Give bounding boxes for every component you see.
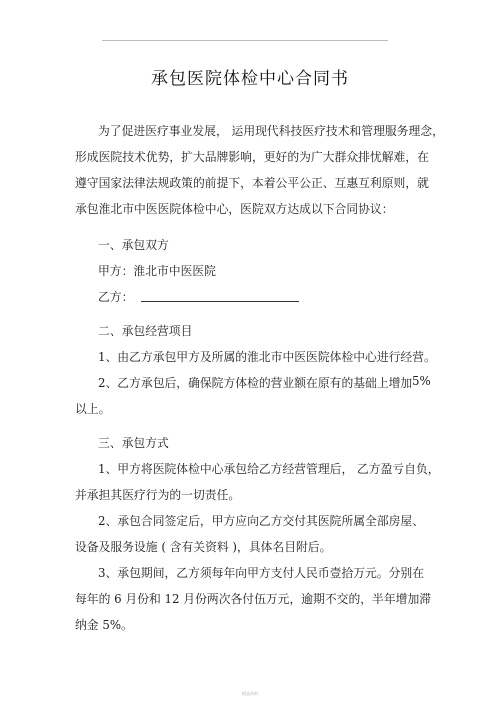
party-b-label: 乙方： — [98, 290, 134, 304]
party-b — [98, 288, 299, 305]
party-a: 甲方：淮北市中医医院 — [98, 264, 216, 278]
section-3-item-2-line-2: 设备及服务设施 ( 含有关资料 )，具体名目附后。 — [75, 540, 332, 554]
intro-line-4: 承包淮北市中医医院体检中心，医院双方达成以下合同协议： — [75, 202, 394, 216]
header-rule — [102, 40, 388, 41]
section-3-item-3-line-3: 纳金 5%。 — [75, 618, 133, 632]
section-2-item-2-line-2: 以上。 — [75, 402, 111, 416]
party-b-blank — [141, 291, 299, 302]
document-title: 承包医院体检中心合同书 — [151, 69, 349, 89]
intro-line-1: 为了促进医疗事业发展， 运用现代科技医疗技术和管理服务理念， — [98, 124, 444, 138]
section-2-item-2-line-1: 2、乙方承包后，确保院方体检的营业额在原有的基础上增加 — [98, 376, 413, 390]
section-1-heading: 一、承包双方 — [98, 238, 169, 252]
page-footer: 精品资料 — [242, 691, 258, 696]
section-2-item-2-percent: 5% — [412, 374, 431, 388]
section-3-item-1-line-1: 1、甲方将医院体检中心承包给乙方经营管理后， 乙方盈亏自负， — [98, 462, 440, 476]
section-3-item-2-line-1: 2、承包合同签定后，甲方应向乙方交付其医院所属全部房屋、 — [98, 514, 425, 528]
section-3-item-3-line-1: 3、承包期间，乙方须每年向甲方支付人民币壹拾万元。分别在 — [98, 566, 425, 580]
intro-line-3: 遵守国家法律法规政策的前提下，本着公平公正、互惠互利原则，就 — [75, 176, 429, 190]
section-3-item-1-line-2: 并承担其医疗行为的一切责任。 — [75, 488, 241, 502]
intro-line-2: 形成医院技术优势，扩大品牌影响，更好的为广大群众排忧解难，在 — [75, 150, 429, 164]
section-2-item-1: 1、由乙方承包甲方及所属的淮北市中医医院体检中心进行经营。 — [98, 350, 436, 364]
section-2-heading: 二、承包经营项目 — [98, 324, 193, 338]
section-3-heading: 三、承包方式 — [98, 436, 169, 450]
section-3-item-3-line-2: 每年的 6 月份和 12 月份两次各付伍万元，逾期不交的，半年增加滞 — [75, 592, 432, 606]
